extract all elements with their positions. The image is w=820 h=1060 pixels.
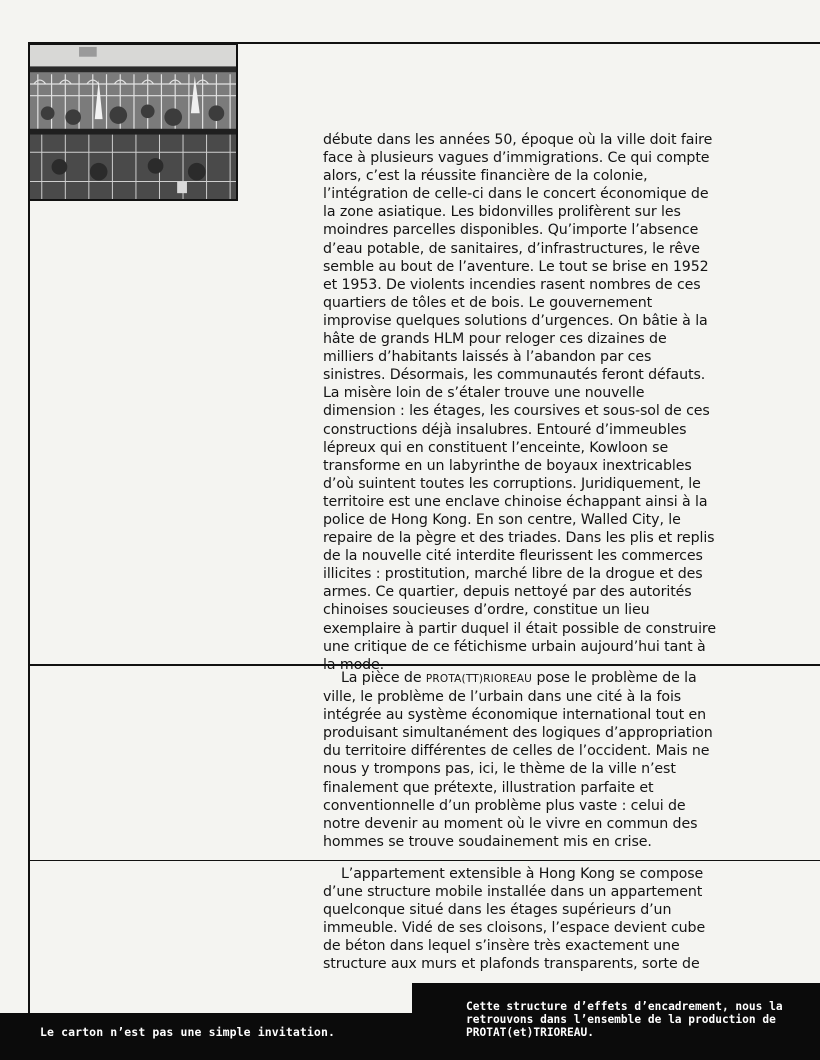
- paragraph-2: [323, 669, 718, 851]
- footer-caption-left: Le carton n’est pas une simple invitation.: [40, 1025, 335, 1039]
- paragraph-1-text: débute dans les années 50, époque où la ville doit faire face à plusieurs vagues d’immigrations. Ce qui compte alors, c’est la réussite financière de la colonie, l’intégration de celle-ci dans le concert économique de la zone asiatique. Les bidonvilles prolifèrent sur les moindres parcelles disponibles. Qu’importe l’absence d’eau potable, de sanitaires, d’infrastructures, le rêve semble au bout de l’aventure. Le tout se brise en 1952 et 1953. De violents incendies rasent nombres de ces quartiers de tôles et de bois. Le gouvernement improvise quelques solutions d’urgences. On bâtie à la hâte de grands HLM pour reloger ces dizaines de milliers d’habitants laissés à l’abandon par ces sinistres. Désormais, les communautés feront défauts. La misère loin de s’étaler trouve une nouvelle dimension : les étages, les coursives et sous-sol de ces constructions déjà insalubres. Entouré d’immeubles lépreux qui en constituent l’enceinte, Kowloon se transforme en un labyrinthe de boyaux inextricables d’où suintent toutes les corruptions. Juridiquement, le territoire est une enclave chinoise échappant ainsi à la police de Hong Kong. En son centre, Walled City, le repaire de la pègre et des triades. Dans les plis et replis de la nouvelle cité interdite fleurissent les commerces illicites : prostitution, marché libre de la drogue et des armes. Ce quartier, depuis nettoyé par des autorités chinoises soucieuses d’ordre, constitue un lieu exemplaire à partir duquel il était possible de construire une critique de ce fétichisme urbain aujourd’hui tant à la mode.: [323, 132, 716, 673]
- paragraph-1: [323, 131, 718, 674]
- artist-name: PROTA(TT)RIOREAU: [425, 673, 533, 685]
- divider-rule-2: [28, 860, 820, 861]
- footer-caption-right: Cette structure d’effets d’encadrement, nous la retrouvons dans l’ensemble de la production de PROTAT(et)TRIOREAU.: [466, 1000, 783, 1039]
- balcony-photo-image: [30, 45, 236, 199]
- paragraph-2-lead: La pièce de: [341, 670, 426, 686]
- paragraph-3-text: L’appartement extensible à Hong Kong se compose d’une structure mobile installée dans un appartement quelconque situé dans les étages supérieurs d’un immeuble. Vidé de ses cloisons, l’espace devient cube de béton dans lequel s’insère très exactement une structure aux murs et plafonds transparents, sorte de: [323, 866, 706, 973]
- balcony-photo: [28, 43, 238, 201]
- paragraph-3: [323, 865, 718, 974]
- paragraph-2-text: pose le problème de la ville, le problème de l’urbain dans une cité à la fois intégrée au système économique international tout en produisant simultanément des logiques d’appropriation du territoire différentes de celles de l’occident. Mais ne nous y trompons pas, ici, le thème de la ville n’est finalement que prétexte, illustration parfaite et conventionnelle d’un problème plus vaste : celui de notre devenir au moment où le vivre en commun des hommes se trouve soudainement mis en crise.: [323, 670, 713, 850]
